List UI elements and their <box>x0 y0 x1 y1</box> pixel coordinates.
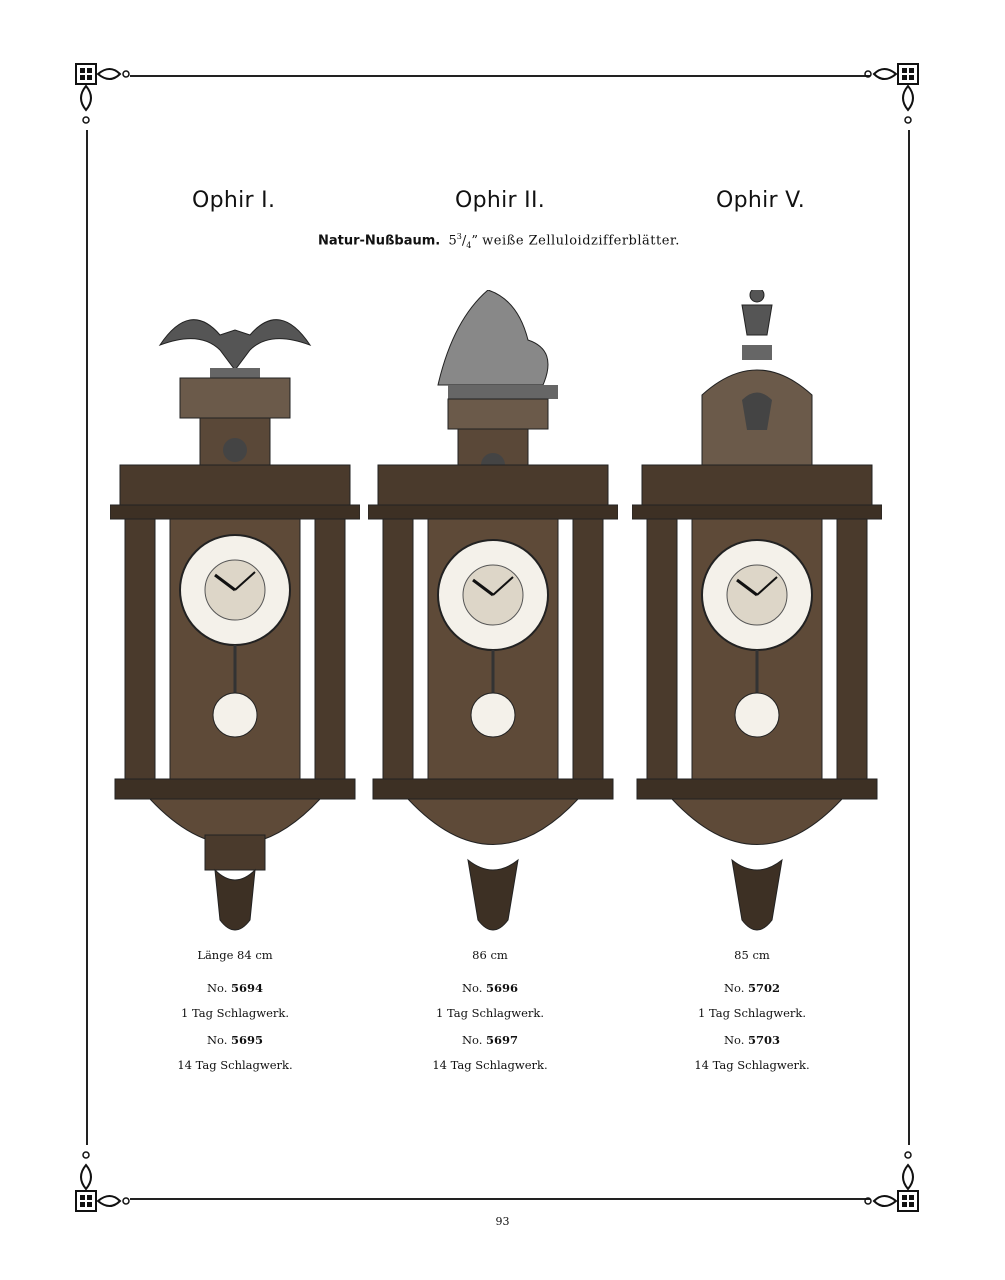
clock-illustration-ophir-1 <box>110 290 360 950</box>
border-top <box>130 75 870 77</box>
length-label: Länge 84 cm <box>197 948 273 962</box>
model-title-ophir-1: Ophir I. <box>192 188 276 213</box>
item-number-prefix: No. <box>723 1033 745 1047</box>
item-number-value: 5697 <box>486 1033 519 1047</box>
page-number: 93 <box>495 1215 510 1228</box>
dial-size: 5 <box>448 233 457 249</box>
item-description: 1 Tag Schlagwerk. <box>180 1006 289 1020</box>
item-number <box>125 1035 345 1047</box>
horse-ornament-icon <box>438 290 558 399</box>
item-description: 14 Tag Schlagwerk. <box>432 1058 548 1072</box>
item-description: 1 Tag Schlagwerk. <box>697 1006 806 1020</box>
item-number-prefix: No. <box>461 1033 483 1047</box>
item-number-prefix: No. <box>723 981 745 995</box>
clock-illustration-ophir-5 <box>632 290 882 950</box>
dial-fraction-num: 3 <box>456 232 462 241</box>
item-number-value: 5702 <box>748 981 781 995</box>
dial-unit: ” <box>471 233 479 249</box>
dial-text: weiße Zelluloidzifferblätter. <box>482 233 680 249</box>
item-description: 14 Tag Schlagwerk. <box>694 1058 810 1072</box>
material-label: Natur-Nußbaum. <box>318 233 441 249</box>
border-right <box>908 130 910 1145</box>
urn-finial-ornament-icon <box>742 290 772 360</box>
border-bottom <box>130 1198 870 1200</box>
item-number-prefix: No. <box>206 981 228 995</box>
item-number <box>642 1035 862 1047</box>
corner-ornament-bottom-left <box>74 1143 134 1213</box>
item-number <box>380 983 600 995</box>
item-number-value: 5695 <box>231 1033 264 1047</box>
item-description: 1 Tag Schlagwerk. <box>435 1006 544 1020</box>
item-number-value: 5694 <box>231 981 264 995</box>
item-number <box>125 983 345 995</box>
length-label: 85 cm <box>734 948 770 962</box>
item-number <box>642 983 862 995</box>
item-description: 14 Tag Schlagwerk. <box>177 1058 293 1072</box>
clock-illustration-ophir-2 <box>368 290 618 950</box>
material-subtitle: Natur-Nußbaum. $5^3/_4$” weiße Zelluloidzifferblätter. <box>318 232 680 250</box>
length-label: 86 cm <box>472 948 508 962</box>
item-number-value: 5696 <box>486 981 519 995</box>
dial-fraction-den: 4 <box>466 240 472 250</box>
border-left <box>86 130 88 1145</box>
model-title-ophir-2: Ophir II. <box>455 188 546 213</box>
item-number-prefix: No. <box>206 1033 228 1047</box>
item-number-value: 5703 <box>748 1033 781 1047</box>
corner-ornament-top-left <box>74 62 134 132</box>
item-number-prefix: No. <box>461 981 483 995</box>
item-number <box>380 1035 600 1047</box>
corner-ornament-bottom-right <box>860 1143 920 1213</box>
eagle-ornament-icon <box>160 320 310 378</box>
model-title-ophir-5: Ophir V. <box>716 188 805 213</box>
corner-ornament-top-right <box>860 62 920 132</box>
